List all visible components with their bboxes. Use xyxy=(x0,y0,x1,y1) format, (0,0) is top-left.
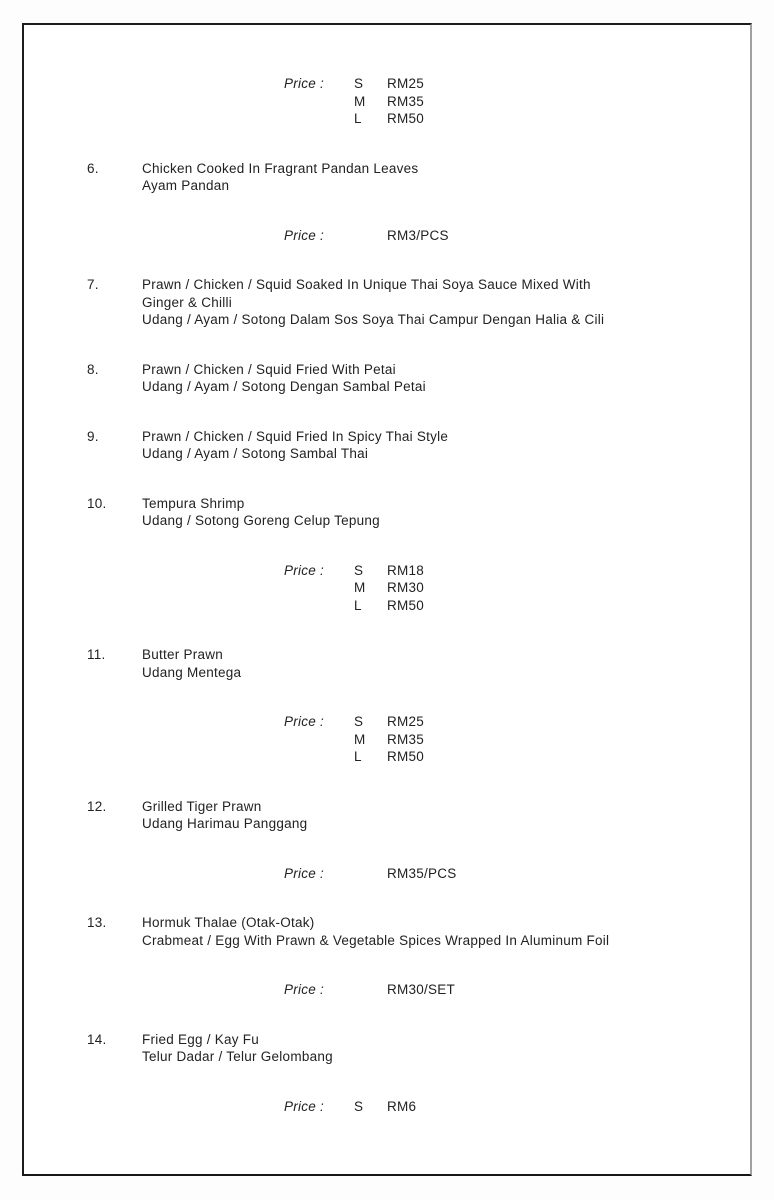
price-value: RM30 xyxy=(387,580,425,595)
price-value: RM25 xyxy=(387,76,425,91)
menu-item-number: 7. xyxy=(87,277,99,292)
price-value: RM3/PCS xyxy=(387,227,449,243)
price-label: Price : xyxy=(284,76,325,91)
price-rows xyxy=(354,227,720,245)
price-value: RM50 xyxy=(387,111,425,126)
price-size-label: S xyxy=(354,562,364,578)
price-block xyxy=(284,981,720,999)
price-row xyxy=(354,748,720,766)
price-row xyxy=(354,579,720,597)
menu-item-text xyxy=(142,914,720,949)
menu-item-text xyxy=(142,361,720,396)
menu-item-line: Fried Egg / Kay Fu xyxy=(142,1031,260,1047)
menu-item-line: Butter Prawn xyxy=(142,647,224,662)
menu-item-text xyxy=(142,798,720,833)
price-size-label: S xyxy=(354,76,364,91)
price-row xyxy=(354,1098,720,1116)
menu-item-text xyxy=(142,276,720,329)
price-row xyxy=(354,597,720,615)
price-size-label: L xyxy=(354,111,362,126)
menu-item-text xyxy=(142,160,720,195)
menu-item-line: Chicken Cooked In Fragrant Pandan Leaves xyxy=(142,160,419,176)
menu-page xyxy=(22,23,752,1176)
price-block xyxy=(284,865,720,883)
price-block xyxy=(284,713,720,766)
price-row xyxy=(354,110,720,128)
price-size-label: L xyxy=(354,597,362,613)
price-value: RM35/PCS xyxy=(387,865,457,881)
price-label: Price : xyxy=(284,865,325,881)
menu-item-line: Udang / Ayam / Sotong Dalam Sos Soya Thai Campur Dengan Halia & Cili xyxy=(142,312,605,327)
price-row xyxy=(354,562,720,580)
menu-item-number: 13. xyxy=(87,915,107,930)
menu-item xyxy=(87,495,720,530)
menu-item-line: Udang Mentega xyxy=(142,664,242,680)
price-label: Price : xyxy=(284,714,325,729)
price-size-label: L xyxy=(354,749,362,764)
menu-item-line: Prawn / Chicken / Squid Soaked In Unique Thai Soya Sauce Mixed With xyxy=(142,277,591,292)
menu-item xyxy=(87,160,720,195)
price-label: Price : xyxy=(284,1098,325,1114)
menu-item-line: Udang / Ayam / Sotong Sambal Thai xyxy=(142,446,369,461)
menu-item-line: Grilled Tiger Prawn xyxy=(142,798,262,814)
menu-item-number: 12. xyxy=(87,798,107,814)
price-value: RM25 xyxy=(387,714,425,729)
menu-item xyxy=(87,798,720,833)
menu-item-line: Ayam Pandan xyxy=(142,178,230,193)
menu-item-text xyxy=(142,495,720,530)
menu-item-number: 11. xyxy=(87,647,106,662)
price-value: RM50 xyxy=(387,749,425,764)
menu-item-line: Prawn / Chicken / Squid Fried In Spicy Thai Style xyxy=(142,428,449,444)
menu-item-line: Telur Dadar / Telur Gelombang xyxy=(142,1049,333,1064)
menu-item-number: 6. xyxy=(87,160,99,176)
price-size-label xyxy=(354,227,387,245)
price-block xyxy=(284,1098,720,1116)
price-label: Price : xyxy=(284,562,325,578)
price-size-label: S xyxy=(354,714,364,729)
price-rows xyxy=(354,981,720,999)
price-row xyxy=(354,865,720,883)
price-value: RM50 xyxy=(387,597,425,613)
price-block xyxy=(284,562,720,615)
price-row xyxy=(354,75,720,93)
menu-item-number: 10. xyxy=(87,495,107,511)
price-row xyxy=(354,731,720,749)
menu-item-line: Ginger & Chilli xyxy=(142,294,233,310)
menu-item-number: 9. xyxy=(87,428,99,444)
price-block xyxy=(284,75,720,128)
menu-item-line: Prawn / Chicken / Squid Fried With Petai xyxy=(142,361,396,377)
price-label: Price : xyxy=(284,227,325,243)
price-size-label: M xyxy=(354,580,366,595)
menu-item-line: Hormuk Thalae (Otak-Otak) xyxy=(142,915,315,930)
menu-item-line: Udang / Ayam / Sotong Dengan Sambal Petai xyxy=(142,379,426,394)
price-rows xyxy=(354,713,720,766)
price-value: RM35 xyxy=(387,731,425,747)
menu-item-text xyxy=(142,646,720,681)
price-value: RM35 xyxy=(387,93,425,109)
price-row xyxy=(354,227,720,245)
menu-item xyxy=(87,1031,720,1066)
menu-item-number: 14. xyxy=(87,1031,107,1047)
price-value: RM6 xyxy=(387,1098,417,1114)
menu-content xyxy=(24,25,750,1115)
price-value: RM30/SET xyxy=(387,982,456,997)
menu-item-line: Udang / Sotong Goreng Celup Tepung xyxy=(142,513,380,528)
price-rows xyxy=(354,1098,720,1116)
price-rows xyxy=(354,865,720,883)
menu-item-line: Crabmeat / Egg With Prawn & Vegetable Spices Wrapped In Aluminum Foil xyxy=(142,932,610,948)
menu-item-number: 8. xyxy=(87,361,99,377)
price-row xyxy=(354,713,720,731)
price-size-label: S xyxy=(354,1098,364,1114)
price-size-label: M xyxy=(354,731,366,747)
menu-item xyxy=(87,646,720,681)
menu-item xyxy=(87,428,720,463)
menu-item-text xyxy=(142,1031,720,1066)
price-size-label xyxy=(354,981,387,999)
price-size-label xyxy=(354,865,387,883)
menu-item xyxy=(87,914,720,949)
menu-item-line: Tempura Shrimp xyxy=(142,495,245,511)
menu-item xyxy=(87,276,720,329)
price-rows xyxy=(354,75,720,128)
menu-item-line: Udang Harimau Panggang xyxy=(142,816,308,831)
price-row xyxy=(354,93,720,111)
menu-item xyxy=(87,361,720,396)
price-rows xyxy=(354,562,720,615)
price-block xyxy=(284,227,720,245)
price-label: Price : xyxy=(284,982,325,997)
menu-item-text xyxy=(142,428,720,463)
price-size-label: M xyxy=(354,93,366,109)
price-row xyxy=(354,981,720,999)
price-value: RM18 xyxy=(387,562,425,578)
